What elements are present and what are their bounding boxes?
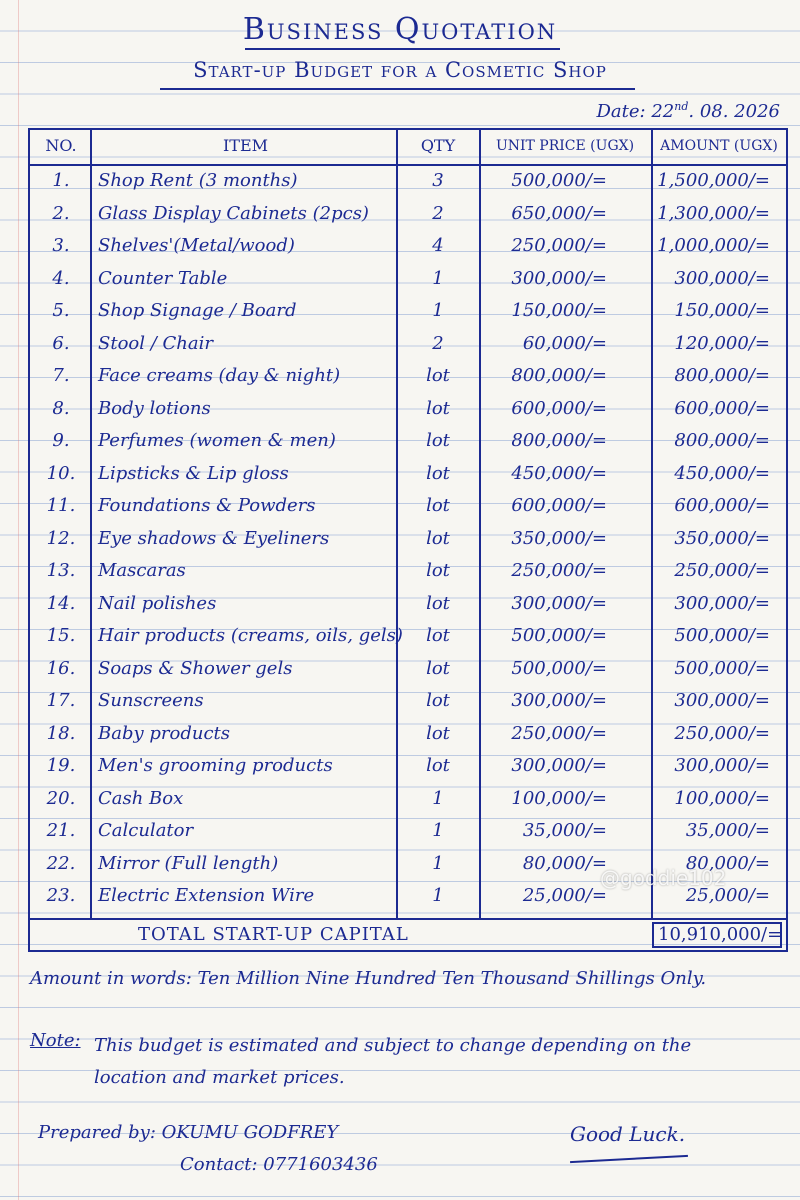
row-amount: 25,000/= [685,885,770,906]
row-unit-price: 60,000/= [522,332,607,354]
row-qty: 4 [432,235,444,256]
row-qty: 2 [432,202,444,224]
row-qty: 1 [432,885,444,906]
row-amount: 35,000/= [685,820,770,841]
amount-in-words: Amount in words: Ten Million Nine Hundred Ten Thousand Shillings Only. [30,968,707,989]
total-label: TOTAL START-UP CAPITAL [138,924,409,945]
row-unit-price: 25,000/= [522,885,607,906]
row-amount: 300,000/= [674,267,770,289]
column-header-qty: QTY [420,136,456,155]
row-amount: 1,500,000/= [657,170,770,191]
row-unit-price: 300,000/= [511,267,607,289]
table-row [30,298,786,330]
column-header-unit-price: UNIT PRICE (UGX) [495,138,635,154]
row-number: 10. [46,462,76,484]
row-unit-price: 250,000/= [511,722,607,744]
sign-off: Good Luck. [570,1122,686,1146]
column-header-no: NO. [45,136,77,155]
row-amount: 1,300,000/= [657,202,770,224]
row-qty: lot [426,560,450,581]
column-header-amount: AMOUNT (UGX) [660,138,778,154]
row-number: 5. [52,300,70,321]
row-unit-price: 500,000/= [511,170,607,191]
document-subtitle: Start-up Budget for a Cosmetic Shop [193,58,607,82]
row-item: Shelves'(Metal/wood) [98,235,295,256]
row-unit-price: 250,000/= [511,560,607,581]
table-row [30,591,786,623]
row-amount: 250,000/= [674,560,770,581]
row-item: Electric Extension Wire [98,885,315,906]
row-number: 20. [46,787,76,809]
row-qty: lot [426,527,450,549]
row-number: 23. [46,885,76,906]
row-item: Hair products (creams, oils, gels) [98,625,403,646]
row-unit-price: 500,000/= [511,657,607,679]
table-row [30,623,786,655]
row-qty: lot [426,430,450,451]
row-unit-price: 300,000/= [511,690,607,711]
date-superscript: nd [674,100,689,113]
row-qty: 1 [432,852,444,874]
row-number: 3. [52,235,70,256]
row-item: Eye shadows & Eyeliners [98,527,330,549]
row-item: Counter Table [98,267,228,289]
row-unit-price: 450,000/= [511,462,607,484]
row-number: 15. [46,625,76,646]
row-item: Shop Signage / Board [98,300,297,321]
total-divider [30,918,786,920]
table-row [30,818,786,850]
table-row [30,688,786,720]
row-amount: 600,000/= [674,397,770,419]
row-number: 9. [52,430,70,451]
table-row [30,266,786,298]
contact-number: Contact: 0771603436 [180,1154,378,1175]
row-number: 16. [46,657,76,679]
row-unit-price: 500,000/= [511,625,607,646]
row-number: 17. [46,690,76,711]
row-qty: 3 [432,170,444,191]
row-amount: 500,000/= [674,625,770,646]
row-unit-price: 80,000/= [522,852,607,874]
row-item: Face creams (day & night) [98,365,341,386]
row-amount: 300,000/= [674,755,770,776]
row-unit-price: 300,000/= [511,755,607,776]
row-qty: lot [426,462,450,484]
column-header-item: ITEM [222,136,269,155]
row-item: Soaps & Shower gels [98,657,293,679]
row-number: 7. [52,365,70,386]
row-unit-price: 800,000/= [511,365,607,386]
note-label: Note: [30,1030,81,1051]
watermark-text: @goddie102 [600,866,727,890]
title-underline [245,48,560,50]
row-amount: 150,000/= [674,300,770,321]
row-item: Nail polishes [98,592,217,614]
table-row [30,753,786,785]
row-qty: lot [426,365,450,386]
row-amount: 300,000/= [674,690,770,711]
table-row [30,558,786,590]
table-row [30,721,786,753]
row-amount: 450,000/= [674,462,770,484]
table-row [30,461,786,493]
row-item: Mascaras [98,560,186,581]
row-unit-price: 100,000/= [511,787,607,809]
row-qty: lot [426,722,450,744]
row-item: Stool / Chair [98,332,213,354]
row-qty: 1 [432,787,444,809]
date-text [597,100,781,122]
row-unit-price: 150,000/= [511,300,607,321]
row-number: 11. [46,495,76,516]
row-unit-price: 800,000/= [511,430,607,451]
row-unit-price: 350,000/= [511,527,607,549]
table-row [30,168,786,200]
row-item: Calculator [98,820,194,841]
row-qty: 1 [432,820,444,841]
row-amount: 250,000/= [674,722,770,744]
row-amount: 80,000/= [685,852,770,874]
row-number: 14. [46,592,76,614]
table-row [30,201,786,233]
header-divider [30,164,786,166]
row-amount: 800,000/= [674,365,770,386]
table-row [30,656,786,688]
row-item: Sunscreens [98,690,204,711]
row-amount: 300,000/= [674,592,770,614]
row-item: Perfumes (women & men) [98,430,336,451]
table-row [30,526,786,558]
row-item: Baby products [98,722,231,744]
row-amount: 600,000/= [674,495,770,516]
row-unit-price: 600,000/= [511,397,607,419]
row-amount: 500,000/= [674,657,770,679]
prepared-by: Prepared by: OKUMU GODFREY [38,1122,339,1143]
row-number: 19. [46,755,76,776]
table-row [30,428,786,460]
table-row [30,233,786,265]
row-item: Glass Display Cabinets (2pcs) [98,202,369,224]
row-unit-price: 250,000/= [511,235,607,256]
table-row [30,493,786,525]
total-value: 10,910,000/= [658,924,783,945]
subtitle-underline [160,88,635,90]
row-unit-price: 35,000/= [522,820,607,841]
row-qty: lot [426,625,450,646]
row-amount: 1,000,000/= [657,235,770,256]
row-item: Lipsticks & Lip gloss [98,462,289,484]
row-item: Mirror (Full length) [98,852,279,874]
row-item: Men's grooming products [98,755,333,776]
row-qty: lot [426,755,450,776]
date-prefix: Date: 22 [596,101,675,122]
row-qty: 1 [432,267,444,289]
row-number: 12. [46,527,76,549]
document-title: Business Quotation [242,12,558,47]
row-number: 4. [52,267,70,289]
row-qty: lot [426,657,450,679]
row-item: Cash Box [98,787,184,809]
row-qty: lot [426,592,450,614]
row-item: Foundations & Powders [98,495,316,516]
row-item: Body lotions [98,397,211,419]
row-number: 18. [46,722,76,744]
row-item: Shop Rent (3 months) [98,170,298,191]
row-amount: 100,000/= [674,787,770,809]
date-suffix: . 08. 2026 [688,101,780,122]
quotation-table [28,128,788,952]
row-qty: 1 [432,300,444,321]
row-unit-price: 650,000/= [511,202,607,224]
table-row [30,331,786,363]
row-unit-price: 300,000/= [511,592,607,614]
table-row [30,786,786,818]
row-qty: 2 [432,332,444,354]
note-text: This budget is estimated and subject to change depending on the location and market prices. [94,1035,692,1088]
row-qty: lot [426,397,450,419]
row-qty: lot [426,495,450,516]
row-unit-price: 600,000/= [511,495,607,516]
row-qty: lot [426,690,450,711]
row-number: 6. [52,332,70,354]
row-number: 13. [46,560,76,581]
row-number: 2. [52,202,70,224]
row-number: 1. [52,170,70,191]
row-number: 8. [52,397,70,419]
row-amount: 350,000/= [674,527,770,549]
row-amount: 120,000/= [674,332,770,354]
row-amount: 800,000/= [674,430,770,451]
row-number: 21. [46,820,76,841]
table-row [30,396,786,428]
sign-off-underline [570,1155,688,1163]
table-row [30,363,786,395]
row-number: 22. [46,852,76,874]
